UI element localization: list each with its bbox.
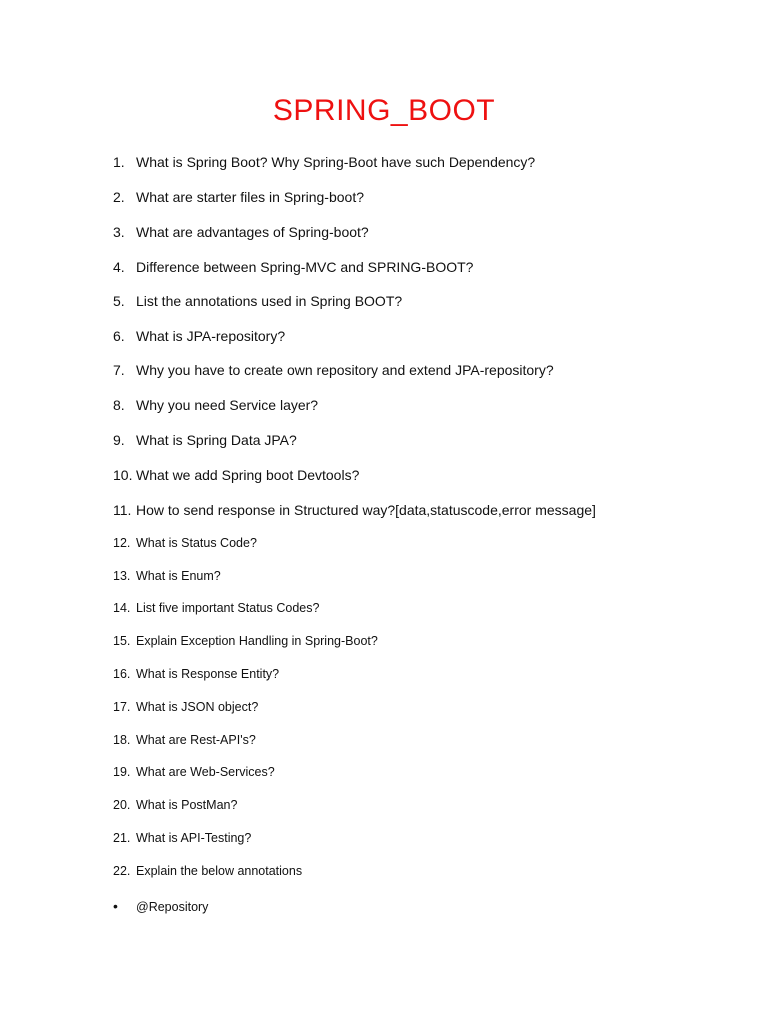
item-text: What are advantages of Spring-boot? — [136, 224, 369, 240]
item-number: 2. — [113, 189, 125, 205]
item-text: What is API-Testing? — [136, 831, 252, 845]
item-text: Explain Exception Handling in Spring-Boot? — [136, 634, 378, 648]
bullet-icon: • — [113, 898, 118, 914]
list-item — [113, 700, 258, 714]
list-item — [113, 293, 402, 309]
list-item — [113, 189, 364, 205]
item-number: 15. — [113, 634, 131, 648]
list-item — [113, 798, 237, 812]
item-text: What is JPA-repository? — [136, 328, 286, 344]
item-number: 19. — [113, 765, 131, 779]
list-item — [113, 765, 275, 779]
item-number: 5. — [113, 293, 125, 309]
item-text: What are Rest-API's? — [136, 733, 256, 747]
item-number: 13. — [113, 569, 131, 583]
list-item — [113, 634, 378, 648]
item-text: Difference between Spring-MVC and SPRING-BOOT? — [136, 259, 474, 275]
list-item — [113, 397, 318, 413]
item-number: 21. — [113, 831, 131, 845]
list-item — [113, 733, 256, 747]
item-text: List five important Status Codes? — [136, 601, 320, 615]
item-text: What are starter files in Spring-boot? — [136, 189, 364, 205]
list-item — [113, 864, 302, 878]
list-item — [113, 831, 251, 845]
item-number: 9. — [113, 432, 125, 448]
item-text: What are Web-Services? — [136, 765, 275, 779]
list-item — [113, 467, 359, 483]
item-text: How to send response in Structured way?[data,statuscode,error message] — [136, 502, 596, 518]
item-text: What is JSON object? — [136, 700, 259, 714]
item-number: 22. — [113, 864, 131, 878]
item-number: 4. — [113, 259, 125, 275]
list-item — [113, 224, 369, 240]
list-item — [113, 601, 319, 615]
item-number: 18. — [113, 733, 131, 747]
list-item — [113, 667, 279, 681]
list-item — [113, 536, 257, 550]
list-item — [113, 569, 221, 583]
item-number: 12. — [113, 536, 131, 550]
item-number: 11. — [113, 502, 132, 518]
item-number: 20. — [113, 798, 131, 812]
bullet-text: @Repository — [136, 900, 209, 914]
item-text: What is Enum? — [136, 569, 221, 583]
item-text: What we add Spring boot Devtools? — [136, 467, 360, 483]
item-text: Why you need Service layer? — [136, 397, 319, 413]
list-item — [113, 154, 535, 170]
list-item — [113, 432, 297, 448]
bullet-item — [113, 898, 208, 914]
item-text: Why you have to create own repository and extend JPA-repository? — [136, 362, 554, 378]
list-item — [113, 362, 554, 378]
item-number: 16. — [113, 667, 131, 681]
item-number: 14. — [113, 601, 131, 615]
item-text: What is Response Entity? — [136, 667, 280, 681]
item-number: 17. — [113, 700, 131, 714]
item-text: List the annotations used in Spring BOOT? — [136, 293, 403, 309]
item-number: 1. — [113, 154, 125, 170]
item-text: What is Status Code? — [136, 536, 257, 550]
item-text: Explain the below annotations — [136, 864, 303, 878]
item-number: 3. — [113, 224, 125, 240]
list-item — [113, 502, 596, 518]
item-number: 10. — [113, 467, 133, 483]
item-number: 8. — [113, 397, 125, 413]
list-item — [113, 259, 473, 275]
list-item — [113, 328, 285, 344]
item-text: What is PostMan? — [136, 798, 238, 812]
page-title: SPRING_BOOT — [272, 94, 496, 127]
item-number: 6. — [113, 328, 125, 344]
item-number: 7. — [113, 362, 125, 378]
item-text: What is Spring Data JPA? — [136, 432, 297, 448]
item-text: What is Spring Boot? Why Spring-Boot have such Dependency? — [136, 154, 536, 170]
